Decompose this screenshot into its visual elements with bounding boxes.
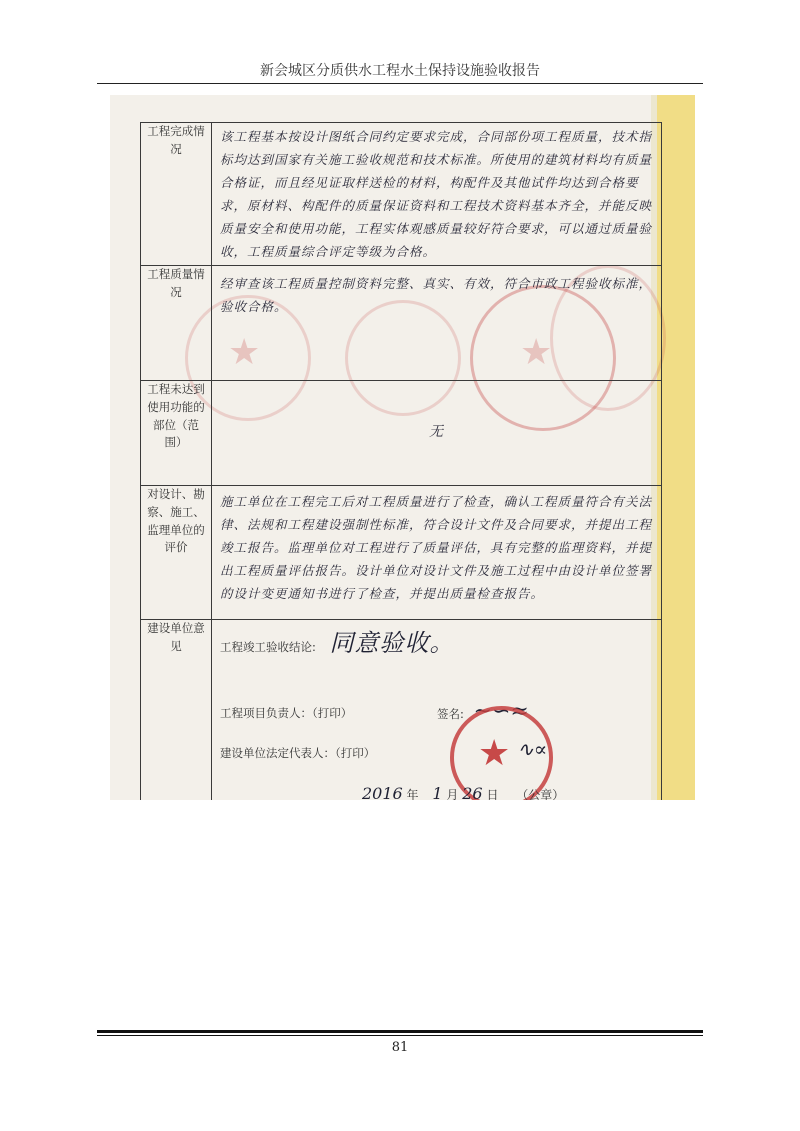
approval-content	[212, 620, 662, 801]
form-row	[141, 381, 662, 486]
conclusion-label: 工程竣工验收结论:	[220, 640, 316, 654]
month-label: 月	[446, 788, 459, 800]
row-label: 对设计、勘察、施工、监理单位的评价	[141, 486, 212, 620]
form-row	[141, 266, 662, 381]
row-content: 该工程基本按设计图纸合同约定要求完成，合同部份项工程质量，技术指标均达到国家有关施工验收规范和技术标准。所使用的建筑材料均有质量合格证，而且经见证取样送检的材料，构配件及其他试件均达到合格要求，原材料、构配件的质量保证资料和工程技术资料基本齐全，并能反映质量安全和使用功能，工程实体观感质量较好符合要求，可以通过质量验收，工程质量综合评定等级为合格。	[212, 123, 662, 266]
page-header-title: 新会城区分质供水工程水土保持设施验收报告	[260, 63, 540, 79]
row-label: 工程质量情况	[141, 266, 212, 381]
row-label: 建设单位意见	[141, 620, 212, 801]
row-label: 工程未达到使用功能的部位（范围）	[141, 381, 212, 486]
seal-star-icon: ★	[478, 733, 511, 774]
scan-page-edge	[657, 95, 695, 800]
signature-label: 签名:	[437, 707, 464, 721]
date-month: 1	[432, 784, 443, 800]
page-number: 81	[391, 1040, 409, 1055]
row-label: 工程完成情况	[141, 123, 212, 266]
footer-rule-thick	[97, 1030, 703, 1033]
form-row	[141, 486, 662, 620]
header-rule	[97, 83, 703, 84]
form-row	[141, 123, 662, 266]
approval-block	[212, 620, 661, 800]
row-content: 施工单位在工程完工后对工程质量进行了检查，确认工程质量符合有关法律、法规和工程建设强制性标准，符合设计文件及合同要求，并提出工程竣工报告。监理单位对工程进行了质量评估，具有完整的监理资料，并提出工程质量评估报告。设计单位对设计文件及施工过程中由设计单位签署的设计变更通知书进行了检查，并提出质量检查报告。	[212, 486, 662, 620]
bleed-seal-star-icon: ★	[520, 332, 553, 373]
row-content	[212, 381, 662, 486]
project-manager-label: 工程项目负责人：（打印）	[220, 706, 353, 720]
date-day: 26	[462, 784, 483, 800]
bleed-seal-star-icon: ★	[228, 332, 261, 373]
handwritten-signature-2: ∿∝	[517, 737, 548, 761]
footer-rule-thin	[97, 1035, 703, 1036]
acceptance-form-table	[140, 122, 662, 800]
seal-note: （公章）	[516, 788, 565, 800]
year-label: 年	[406, 788, 419, 800]
row-content: 经审查该工程质量控制资料完整、真实、有效，符合市政工程验收标准，验收合格。	[212, 266, 662, 381]
date-row	[362, 782, 564, 800]
form-row	[141, 620, 662, 801]
scanned-form-image	[110, 95, 695, 800]
legal-rep-label: 建设单位法定代表人：（打印）	[220, 746, 376, 760]
no-issues-text: 无	[429, 424, 444, 440]
date-year: 2016	[362, 784, 403, 800]
handwritten-signature: ~∽≈	[473, 699, 529, 724]
conclusion-value: 同意验收。	[329, 629, 455, 657]
day-label: 日	[486, 788, 499, 800]
